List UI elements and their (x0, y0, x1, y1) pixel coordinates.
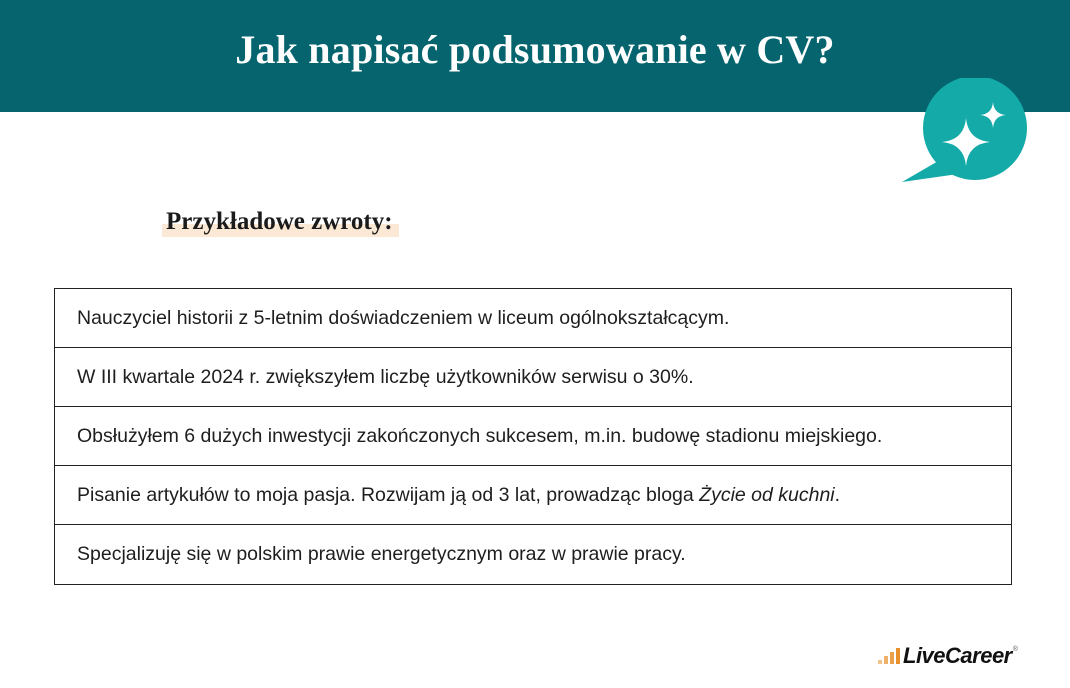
registered-mark: ® (1012, 646, 1018, 653)
section-subtitle: Przykładowe zwroty: (162, 208, 399, 237)
blog-title: Życie od kuchni (699, 483, 835, 506)
phrases-table (54, 288, 1012, 585)
phrase-row (55, 407, 1011, 466)
logo-text: LiveCareer (903, 643, 1012, 668)
phrase-text: Specjalizuję się w polskim prawie energetycznym oraz w prawie pracy. (77, 543, 686, 565)
page-title: Jak napisać podsumowanie w CV? (235, 26, 835, 72)
phrase-row (55, 348, 1011, 407)
phrase-text: Obsłużyłem 6 dużych inwestycji zakończonych sukcesem, m.in. budowę stadionu miejskiego. (77, 424, 883, 447)
phrase-row (55, 289, 1011, 348)
phrase-row (55, 466, 1011, 525)
phrase-text-end: . (834, 483, 841, 506)
sparkle-speech-bubble-icon (900, 78, 1030, 186)
subtitle-container (162, 208, 399, 236)
phrase-text: Nauczyciel historii z 5-letnim doświadczeniem w liceum ogólnokształcącym. (77, 306, 730, 329)
phrase-text: W III kwartale 2024 r. zwiększyłem liczbę użytkowników serwisu o 30%. (77, 365, 694, 388)
logo-bars-icon (878, 648, 900, 664)
phrase-text (77, 484, 840, 507)
phrase-text-start: Pisanie artykułów to moja pasja. Rozwijam ją od 3 lat, prowadząc bloga (77, 483, 700, 506)
phrase-row (55, 525, 1011, 584)
livecareer-logo (878, 642, 1018, 670)
